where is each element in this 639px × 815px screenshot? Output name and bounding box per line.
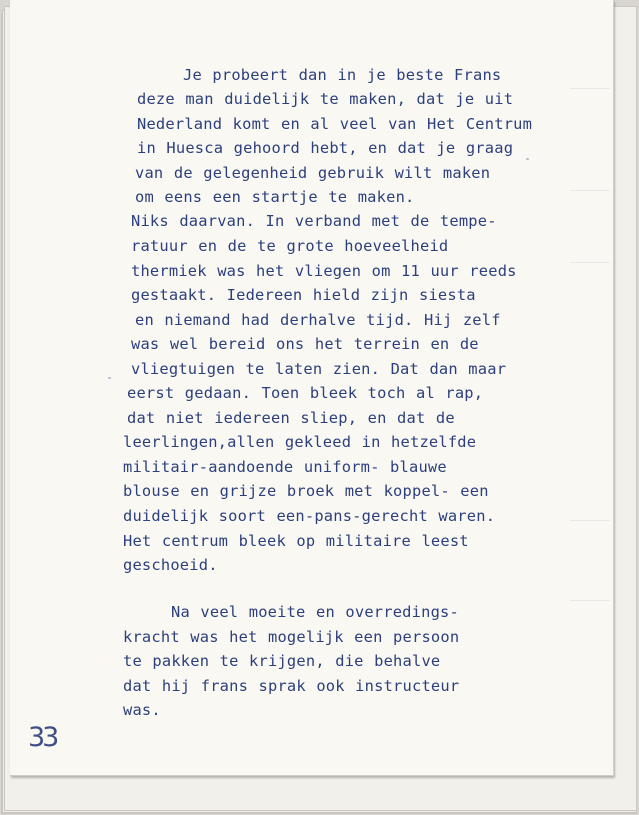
text-line: kracht was het mogelijk een persoon: [123, 628, 460, 646]
text-line: geschoeid.: [123, 556, 218, 574]
text-line: dat hij frans sprak ook instructeur: [123, 677, 460, 695]
text-line: leerlingen,allen gekleed in hetzelfde: [123, 433, 477, 451]
typed-page: [10, 0, 614, 776]
text-line: thermiek was het vliegen om 11 uur reeds: [131, 262, 517, 280]
text-line: ratuur en de te grote hoeveelheid: [131, 237, 449, 255]
text-line: duidelijk soort een-pans-gerecht waren.: [123, 507, 496, 525]
text-line: militair-aandoende uniform- blauwe: [123, 458, 447, 476]
text-line: om eens een startje te maken.: [135, 188, 415, 206]
text-line: dat niet iedereen sliep, en dat de: [127, 409, 455, 427]
text-line: was wel bereid ons het terrein en de: [131, 335, 479, 353]
page-number: 33: [28, 722, 57, 753]
text-line: Het centrum bleek op militaire leest: [123, 532, 469, 550]
text-line: eerst gedaan. Toen bleek toch al rap,: [127, 384, 484, 402]
text-line: Nederland komt en al veel van Het Centrum: [137, 115, 533, 133]
text-line: te pakken te krijgen, die behalve: [123, 652, 441, 670]
text-line: vliegtuigen te laten zien. Dat dan maar: [131, 360, 507, 378]
text-line: was.: [123, 701, 161, 719]
text-line: in Huesca gehoord hebt, en dat je graag: [137, 139, 514, 157]
typed-text-body: [10, 0, 613, 775]
text-line: Niks daarvan. In verband met de tempe-: [131, 212, 497, 230]
text-line: Je probeert dan in je beste Frans: [183, 66, 502, 84]
text-line: en niemand had derhalve tijd. Hij zelf: [135, 311, 501, 329]
text-line: gestaakt. Iedereen hield zijn siesta: [131, 286, 476, 304]
text-line: van de gelegenheid gebruik wilt maken: [135, 164, 491, 182]
text-line: deze man duidelijk te maken, dat je uit: [137, 90, 514, 108]
text-line: Na veel moeite en overredings-: [171, 603, 459, 621]
text-line: blouse en grijze broek met koppel- een: [123, 482, 489, 500]
